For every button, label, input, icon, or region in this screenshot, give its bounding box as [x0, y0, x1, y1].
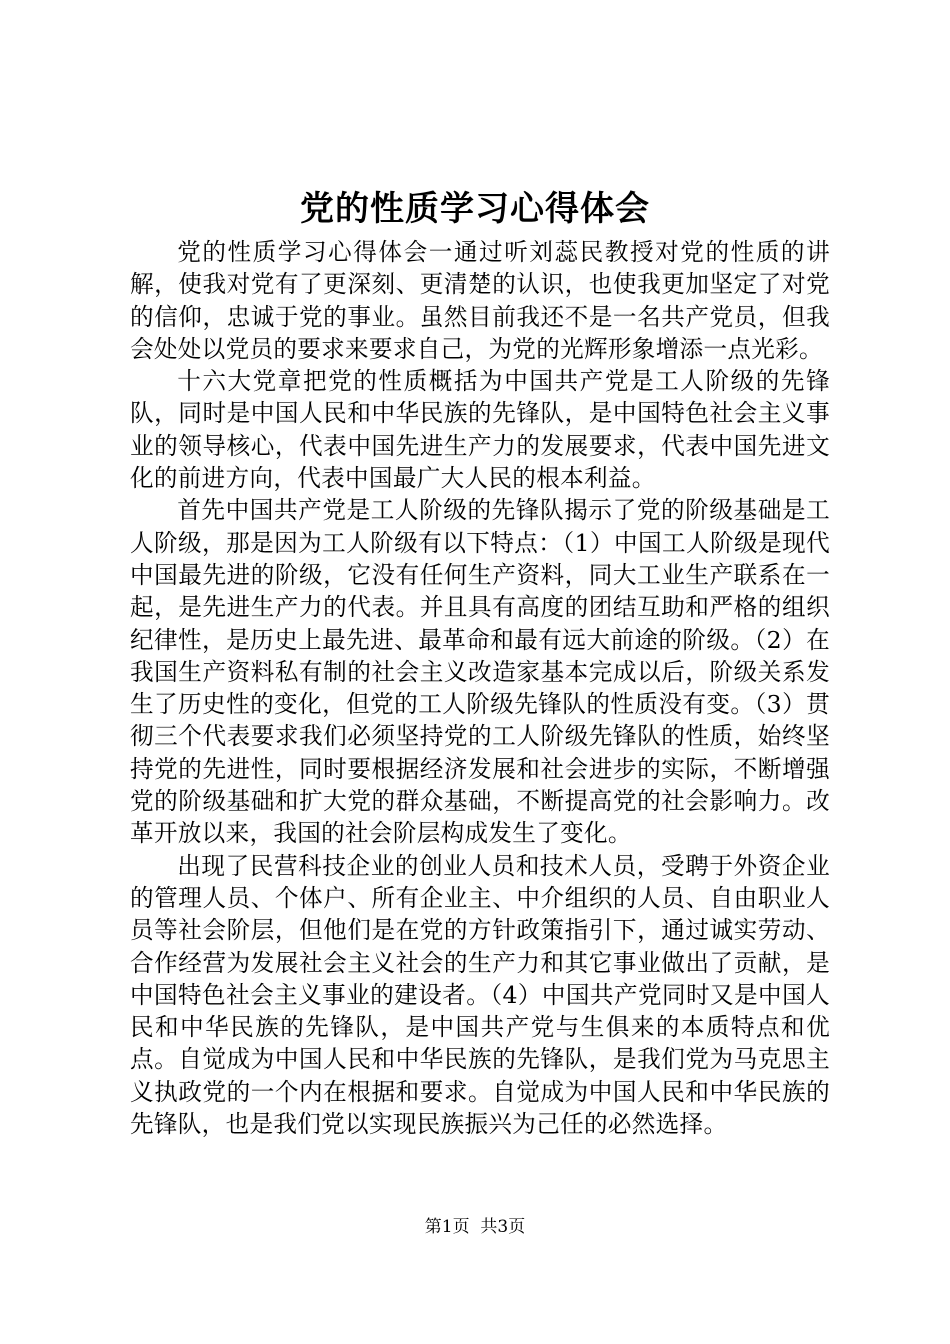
paragraph: 出现了民营科技企业的创业人员和技术人员，受聘于外资企业的管理人员、个体户、所有企业主、中介组织的人员、自由职业人员等社会阶层，但他们是在党的方针政策指引下，通过诚实劳动、合作经营为发展社会主义社会的生产力和其它事业做出了贡献，是中国特色社会主义事业的建设者。（4）中国共产党同时又是中国人民和中华民族的先锋队，是中国共产党与生俱来的本质特点和优点。自觉成为中国人民和中华民族的先锋队，是我们党为马克思主义执政党的一个内在根据和要求。自觉成为中国人民和中华民族的先锋队，也是我们党以实现民族振兴为己任的必然选择。	[130, 851, 830, 1139]
page-footer	[0, 1215, 950, 1239]
paragraph: 首先中国共产党是工人阶级的先锋队揭示了党的阶级基础是工人阶级，那是因为工人阶级有以下特点：（1）中国工人阶级是现代中国最先进的阶级，它没有任何生产资料，同大工业生产联系在一起，是先进生产力的代表。并且具有高度的团结互助和严格的组织纪律性，是历史上最先进、最革命和最有远大前途的阶级。（2）在我国生产资料私有制的社会主义改造家基本完成以后，阶级关系发生了历史性的变化，但党的工人阶级先锋队的性质没有变。（3）贯彻三个代表要求我们必须坚持党的工人阶级先锋队的性质，始终坚持党的先进性，同时要根据经济发展和社会进步的实际，不断增强党的阶级基础和扩大党的群众基础，不断提高党的社会影响力。改革开放以来，我国的社会阶层构成发生了变化。	[130, 496, 830, 848]
footer-separator	[470, 1217, 481, 1237]
paragraph: 党的性质学习心得体会一通过听刘蕊民教授对党的性质的讲解，使我对党有了更深刻、更清楚的认识，也使我更加坚定了对党的信仰，忠诚于党的事业。虽然目前我还不是一名共产党员，但我会处处以党员的要求来要求自己，为党的光辉形象增添一点光彩。	[130, 238, 830, 363]
page-total: 共3页	[480, 1217, 526, 1237]
document-title: 党的性质学习心得体会	[300, 189, 650, 229]
document-body	[130, 236, 830, 1140]
paragraph: 十六大党章把党的性质概括为中国共产党是工人阶级的先锋队，同时是中国人民和中华民族的先锋队，是中国特色社会主义事业的领导核心，代表中国先进生产力的发展要求，代表中国先进文化的前进方向，代表中国最广大人民的根本利益。	[130, 367, 830, 493]
page-number: 第1页	[424, 1217, 470, 1237]
